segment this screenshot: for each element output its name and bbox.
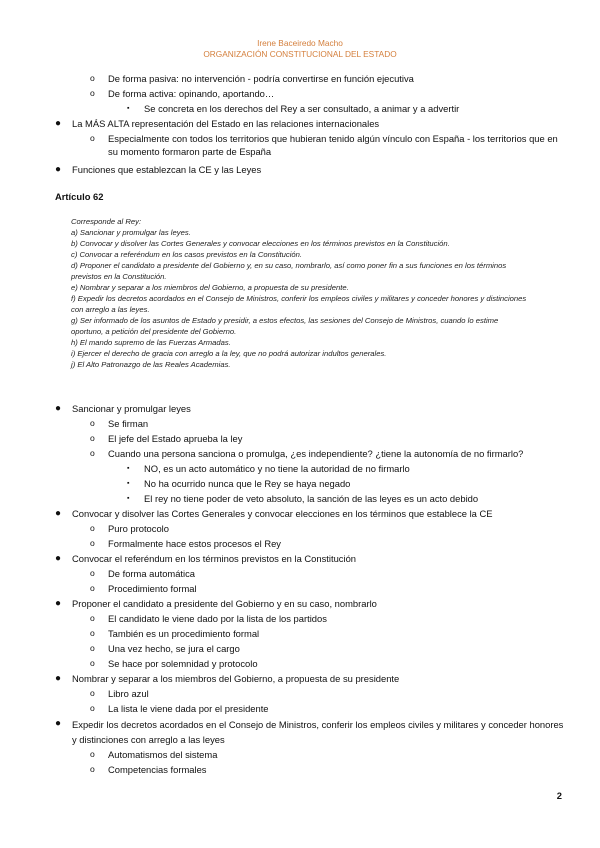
list-item: Una vez hecho, se jura el cargo [108,643,240,654]
bullet-marker: o [90,448,95,458]
article-quote [71,216,531,370]
list-item: No ha ocurrido nunca que le Rey se haya negado [144,478,351,489]
page-number: 2 [556,790,562,801]
bullet-marker: ● [55,598,62,609]
list-item: Nombrar y separar a los miembros del Gobierno, a propuesta de su presidente [72,673,400,684]
bullet-marker: ▪ [127,495,130,502]
list-item: De forma pasiva: no intervención - podría convertirse en función ejecutiva [108,73,414,84]
bullet-marker: ● [55,118,62,129]
list-item: Puro protocolo [108,523,169,534]
list-item: NO, es un acto automático y no tiene la autoridad de no firmarlo [144,463,410,474]
header-subject: ORGANIZACIÓN CONSTITUCIONAL DEL ESTADO [203,49,397,59]
quote-line: d) Proponer el candidato a presidente del Gobierno y, en su caso, nombrarlo, así como poner fin a sus funciones en los términos previstos en la Constitución. [71,261,507,281]
bullet-marker: o [90,538,95,548]
list-item: Libro azul [108,688,149,699]
bullet-marker: o [90,568,95,578]
bullet-marker: ● [55,718,62,729]
bullet-marker: o [90,703,95,713]
list-item: Se concreta en los derechos del Rey a ser consultado, a animar y a advertir [144,103,460,114]
bullet-marker: ● [55,508,62,519]
bullet-marker: o [90,643,95,653]
section-heading: Artículo 62 [55,191,104,202]
bullet-marker: o [90,764,95,774]
bullet-marker: ▪ [127,105,130,112]
quote-line: e) Nombrar y separar a los miembros del Gobierno, a propuesta de su presidente. [71,283,349,292]
bullet-marker: o [90,628,95,638]
list-item: Funciones que establezcan la CE y las Leyes [72,164,262,175]
header-author: Irene Baceiredo Macho [257,38,343,48]
bullet-marker: ▪ [127,465,130,472]
bullet-marker: ● [55,673,62,684]
list-item: La lista le viene dada por el presidente [108,703,269,714]
bullet-marker: o [90,523,95,533]
bullet-marker: o [90,749,95,759]
quote-line: j) El Alto Patronazgo de las Reales Academias. [71,360,231,369]
bullet-marker: o [90,658,95,668]
quote-line: c) Convocar a referéndum en los casos previstos en la Constitución. [71,250,303,259]
list-item: Convocar y disolver las Cortes Generales y convocar elecciones en los términos que establece la CE [72,508,493,519]
quote-line: i) Ejercer el derecho de gracia con arreglo a la ley, que no podrá autorizar indultos generales. [71,349,387,358]
list-item: Automatismos del sistema [108,749,218,760]
list-item: Procedimiento formal [108,583,197,594]
list-item: La MÁS ALTA representación del Estado en las relaciones internacionales [72,118,380,129]
quote-line: b) Convocar y disolver las Cortes Generales y convocar elecciones en los términos previstos en la Constitución. [71,239,450,248]
bullet-marker: ● [55,164,62,175]
bullet-marker: o [90,133,95,143]
quote-line: h) El mando supremo de las Fuerzas Armadas. [71,338,231,347]
quote-line: f) Expedir los decretos acordados en el Consejo de Ministros, conferir los empleos civiles y militares y conceder honores y distinciones con arreglo a las leyes. [71,294,527,314]
bullet-marker: ● [55,553,62,564]
bullet-marker: ▪ [127,480,130,487]
list-item: De forma activa: opinando, aportando… [108,88,275,99]
list-item: Se firman [108,418,149,429]
list-item: Especialmente con todos los territorios que hubieran tenido algún vínculo con España - los territorios que en su momento formaron parte de España [108,133,558,157]
quote-line: a) Sancionar y promulgar las leyes. [71,228,191,237]
list-item: Cuando una persona sanciona o promulga, ¿es independiente? ¿tiene la autonomía de no firmarlo? [108,448,524,459]
page-header [0,38,600,60]
bullet-marker: o [90,583,95,593]
list-item: Proponer el candidato a presidente del Gobierno y en su caso, nombrarlo [72,598,377,609]
bullet-marker: o [90,88,95,98]
list-item: Formalmente hace estos procesos el Rey [108,538,281,549]
bullet-marker: o [90,418,95,428]
quote-line: Corresponde al Rey: [71,217,142,226]
list-item: Competencias formales [108,764,207,775]
bullet-marker: o [90,613,95,623]
list-item: También es un procedimiento formal [108,628,260,639]
bullet-marker: o [90,688,95,698]
bullet-marker: o [90,73,95,83]
list-item: El jefe del Estado aprueba la ley [108,433,243,444]
list-item: Sancionar y promulgar leyes [72,403,191,414]
list-item: Convocar el referéndum en los términos previstos en la Constitución [72,553,356,564]
list-item: El rey no tiene poder de veto absoluto, la sanción de las leyes es un acto debido [144,493,479,504]
list-item: De forma automática [108,568,196,579]
list-item: Se hace por solemnidad y protocolo [108,658,258,669]
quote-line: g) Ser informado de los asuntos de Estado y presidir, a estos efectos, las sesiones del Consejo de Ministros, cuando lo estime oportuno, a petición del presidente del Gobierno. [71,316,499,336]
bullet-marker: o [90,433,95,443]
list-item: Expedir los decretos acordados en el Consejo de Ministros, conferir los empleos civiles y militares y conceder honores y distinciones con arreglo a las leyes [72,719,564,745]
list-item: El candidato le viene dado por la lista de los partidos [108,613,327,624]
bullet-marker: ● [55,403,62,414]
